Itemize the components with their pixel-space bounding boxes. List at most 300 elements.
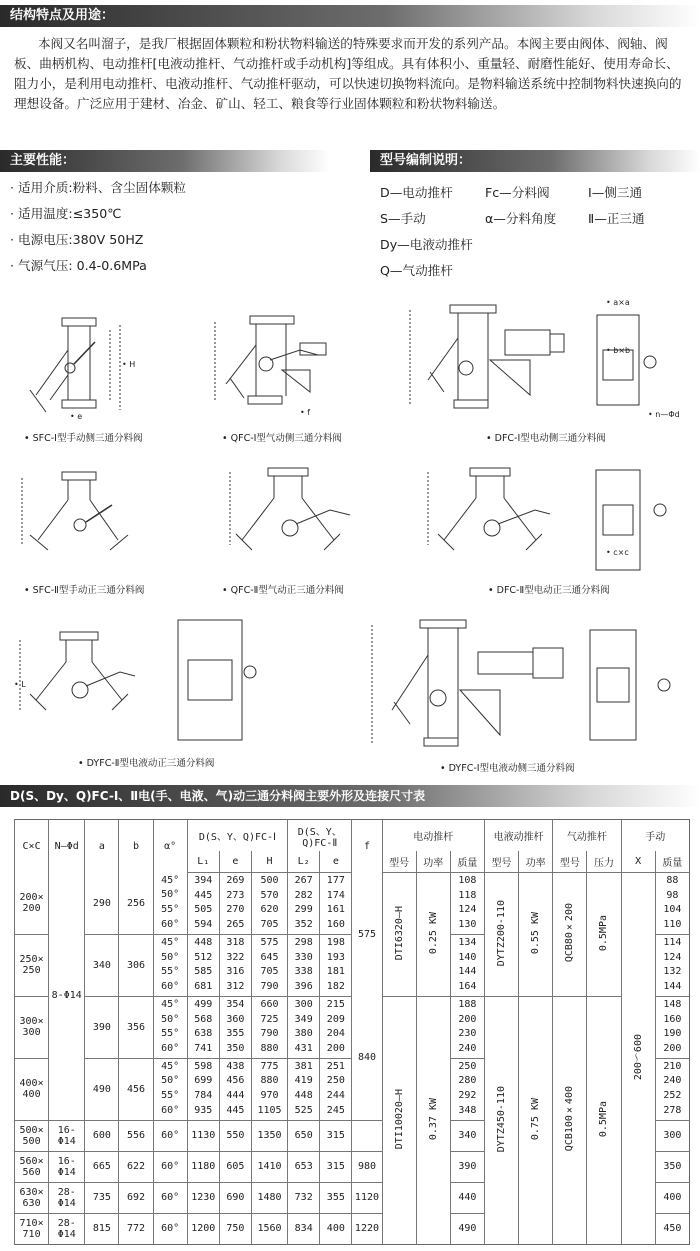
cell-a: 340	[85, 934, 119, 996]
cell-e2	[320, 996, 352, 1058]
cell-l1-value: 638	[194, 1028, 213, 1040]
cell-h-value: 790	[260, 1028, 279, 1040]
cell-e2-value: 193	[326, 951, 345, 963]
cell-h-value: 500	[260, 874, 279, 886]
cell-l1-value: 445	[194, 889, 213, 901]
cell-mass-value: 124	[458, 904, 477, 916]
cell-h-value: 705	[260, 919, 279, 930]
th-hydraulic: 电液动推杆	[484, 820, 552, 852]
cell-cxc: 300× 300	[15, 996, 49, 1058]
cell-mass2	[655, 872, 689, 934]
cell-h-value: 1105	[257, 1104, 282, 1116]
cell-b: 456	[119, 1058, 153, 1120]
cell-b: 306	[119, 934, 153, 996]
th-fc1: D(S、Y、Q)FC-Ⅰ	[187, 820, 287, 852]
th-power: 功率	[416, 851, 450, 872]
cell-hydraulic-model-text: DYTZ200-110	[496, 899, 508, 966]
cell-h	[251, 1058, 287, 1120]
cell-mass-value: 130	[458, 919, 477, 930]
cell-mass2-value: 190	[663, 1028, 682, 1040]
cell-l1-value: 568	[194, 1013, 213, 1025]
caption-qfc1: • QFC-Ⅰ型气动侧三通分料阀	[222, 430, 342, 444]
cell-cxc: 250× 250	[15, 934, 49, 996]
cell-l2-value: 338	[294, 966, 313, 978]
cell-alpha-value: 55°	[161, 1028, 180, 1040]
drawing-label-e: • e	[70, 412, 82, 421]
cell-e2-value: 209	[326, 1013, 345, 1025]
cell-b: 356	[119, 996, 153, 1058]
caption-qfc2: • QFC-Ⅱ型气动正三通分料阀	[222, 582, 344, 596]
cell-l2-value: 352	[294, 919, 313, 930]
cell-l1-value: 598	[194, 1060, 213, 1072]
cell-e2	[320, 872, 352, 934]
cell-alpha-value: 60°	[161, 918, 180, 930]
cell-pneumatic-model	[553, 872, 587, 996]
cell-l1-value: 512	[194, 951, 213, 963]
drawing-label-f: • f	[300, 408, 310, 417]
cell-l1-value: 585	[194, 966, 213, 978]
cell-l1-value: 394	[194, 874, 213, 886]
cell-mass-value: 118	[458, 889, 477, 901]
cell-l1-value: 448	[194, 936, 213, 948]
cell-nd: 28-Φ14	[49, 1213, 85, 1244]
th-mass2: 质量	[655, 851, 689, 872]
cell-mass: 340	[450, 1120, 484, 1151]
cell-l2	[288, 1058, 320, 1120]
cell-alpha-value: 50°	[161, 1075, 180, 1087]
cell-h-value: 725	[260, 1013, 279, 1025]
cell-mass2-value: 240	[663, 1075, 682, 1087]
cell-e2: 315	[320, 1151, 352, 1182]
model-section-title: 型号编制说明：	[370, 150, 700, 172]
drawing-label-h: • H	[122, 360, 135, 369]
cell-h	[251, 934, 287, 996]
cell-mass-value: 200	[458, 1013, 477, 1025]
cell-pneumatic-model-text: QCB100×400	[564, 1086, 576, 1152]
cell-l1-value: 499	[194, 998, 213, 1010]
cell-e: 550	[219, 1120, 251, 1151]
cell-alpha	[153, 1058, 187, 1120]
cell-e-value: 438	[226, 1060, 245, 1072]
cell-e	[219, 1058, 251, 1120]
cell-pneumatic-pressure-text: 0.5MPa	[598, 1100, 610, 1137]
th-model2: 型号	[484, 851, 518, 872]
structure-section-title: 结构特点及用途：	[0, 5, 700, 27]
cell-l1: 1130	[187, 1120, 219, 1151]
cell-electric-power	[416, 996, 450, 1244]
cell-mass2-value: 110	[663, 919, 682, 930]
cell-l2: 650	[288, 1120, 320, 1151]
cell-pneumatic-pressure-text: 0.5MPa	[598, 914, 610, 951]
cell-l1: 1180	[187, 1151, 219, 1182]
cell-mass2-value: 148	[663, 998, 682, 1010]
th-l1: L₁	[187, 851, 219, 872]
cell-alpha-value: 45°	[161, 998, 180, 1010]
cell-h: 1410	[251, 1151, 287, 1182]
sfc1-drawing	[30, 318, 120, 412]
cell-mass2-value: 132	[663, 966, 682, 978]
cell-h-value: 660	[260, 998, 279, 1010]
cell-e-value: 322	[226, 951, 245, 963]
th-pneumatic: 气动推杆	[553, 820, 621, 852]
cell-l2-value: 396	[294, 980, 313, 992]
performance-section-title: 主要性能：	[0, 150, 330, 172]
cell-h	[251, 996, 287, 1058]
cell-mass-value: 108	[458, 874, 477, 886]
code-two: Ⅱ—正三通	[588, 211, 645, 226]
cell-b: 256	[119, 872, 153, 934]
cell-mass2-value: 252	[663, 1090, 682, 1102]
cell-l1-value: 699	[194, 1075, 213, 1087]
cell-alpha-value: 50°	[161, 951, 180, 963]
cell-mass	[450, 934, 484, 996]
cell-hydraulic-power	[519, 996, 553, 1244]
cell-nd: 16-Φ14	[49, 1151, 85, 1182]
cell-l1-value: 681	[194, 980, 213, 992]
drawing-label-bxb: • b×b	[606, 346, 630, 355]
caption-dfc2: • DFC-Ⅱ型电动正三通分料阀	[488, 582, 610, 596]
cell-mass2-value: 200	[663, 1042, 682, 1054]
cell-h-value: 705	[260, 966, 279, 978]
cell-mass2	[655, 996, 689, 1058]
cell-l1-value: 594	[194, 919, 213, 930]
cell-a: 490	[85, 1058, 119, 1120]
cell-e-value: 316	[226, 966, 245, 978]
cell-pneumatic-model-text: QCB80×200	[564, 903, 576, 963]
cell-h: 1480	[251, 1182, 287, 1213]
cell-alpha: 60°	[153, 1213, 187, 1244]
table-section-title: D(S、Dy、Q)FC-Ⅰ、Ⅱ电(手、电液、气)动三通分料阀主要外形及连接尺寸表	[0, 785, 700, 807]
cell-nd: 16-Φ14	[49, 1120, 85, 1151]
cell-l2-value: 349	[294, 1013, 313, 1025]
cell-manual-x	[621, 872, 655, 1244]
cell-electric-power-text: 0.37 KW	[427, 1097, 439, 1140]
cell-alpha-value: 50°	[161, 1013, 180, 1025]
cell-mass2: 400	[655, 1182, 689, 1213]
cell-l2-value: 298	[294, 936, 313, 948]
cell-pneumatic-pressure	[587, 996, 621, 1244]
cell-mass: 390	[450, 1151, 484, 1182]
cell-e2-value: 215	[326, 998, 345, 1010]
cell-b: 556	[119, 1120, 153, 1151]
code-alpha: α—分料角度	[485, 211, 557, 226]
th-x: X	[621, 851, 655, 872]
th-a: a	[85, 820, 119, 873]
dfc1-drawing	[410, 305, 656, 408]
th-model: 型号	[382, 851, 416, 872]
cell-cxc: 500× 500	[15, 1120, 49, 1151]
spec-table	[14, 819, 690, 1245]
cell-e-value: 270	[226, 904, 245, 916]
cell-alpha	[153, 934, 187, 996]
cell-l2-value: 330	[294, 951, 313, 963]
cell-alpha-value: 45°	[161, 1060, 180, 1072]
cell-e-value: 273	[226, 889, 245, 901]
cell-h-value: 575	[260, 936, 279, 948]
cell-alpha: 60°	[153, 1151, 187, 1182]
cell-mass2-value: 278	[663, 1104, 682, 1116]
cell-pneumatic-pressure	[587, 872, 621, 996]
cell-l2-value: 300	[294, 998, 313, 1010]
cell-mass2-value: 88	[666, 874, 679, 886]
code-fc: Fc—分料阀	[485, 185, 550, 200]
drawing-label-axa: • a×a	[606, 298, 630, 307]
cell-e-value: 354	[226, 998, 245, 1010]
cell-a: 600	[85, 1120, 119, 1151]
cell-l2	[288, 996, 320, 1058]
cell-mass-value: 348	[458, 1104, 477, 1116]
cell-mass2-value: 210	[663, 1060, 682, 1072]
cell-mass	[450, 1058, 484, 1120]
cell-e	[219, 934, 251, 996]
cell-cxc: 630× 630	[15, 1182, 49, 1213]
th-mass: 质量	[450, 851, 484, 872]
cell-e-value: 265	[226, 919, 245, 930]
cell-mass2: 450	[655, 1213, 689, 1244]
cell-electric-power	[416, 872, 450, 996]
qfc1-drawing	[215, 316, 326, 404]
caption-dfc1: • DFC-Ⅰ型电动侧三通分料阀	[486, 430, 606, 444]
cell-electric-model-text: DTI10020—H	[393, 1088, 405, 1149]
cell-e	[219, 872, 251, 934]
cell-f: 575	[352, 872, 382, 996]
cell-f: 1220	[352, 1213, 382, 1244]
cell-electric-model-text: DTI6320—H	[393, 905, 405, 960]
cell-e2: 400	[320, 1213, 352, 1244]
cell-mass-value: 280	[458, 1075, 477, 1087]
cell-h-value: 880	[260, 1075, 279, 1087]
th-e2: e	[320, 851, 352, 872]
th-pressure: 压力	[587, 851, 621, 872]
cell-mass: 440	[450, 1182, 484, 1213]
th-e: e	[219, 851, 251, 872]
cell-alpha-value: 55°	[161, 904, 180, 916]
cell-e2: 355	[320, 1182, 352, 1213]
code-dy: Dy—电液动推杆	[380, 237, 473, 252]
cell-l1-value: 784	[194, 1090, 213, 1102]
cell-e2-value: 204	[326, 1028, 345, 1040]
cell-h-value: 790	[260, 980, 279, 992]
cell-e-value: 350	[226, 1042, 245, 1054]
performance-item: · 适用介质:粉料、含尘固体颗粒	[10, 175, 186, 201]
cell-e2	[320, 934, 352, 996]
cell-l2	[288, 934, 320, 996]
cell-l1-value: 505	[194, 904, 213, 916]
th-alpha: α°	[153, 820, 187, 873]
cell-e2-value: 181	[326, 966, 345, 978]
th-electric: 电动推杆	[382, 820, 484, 852]
th-cxc: C×C	[15, 820, 49, 873]
cell-b: 692	[119, 1182, 153, 1213]
cell-mass2-value: 98	[666, 889, 679, 901]
th-nd: N—Φd	[49, 820, 85, 873]
th-h: H	[251, 851, 287, 872]
cell-l2	[288, 872, 320, 934]
th-model3: 型号	[553, 851, 587, 872]
cell-e2	[320, 1058, 352, 1120]
performance-item: · 气源气压: 0.4-0.6MPa	[10, 253, 186, 279]
qfc2-drawing	[230, 468, 350, 550]
cell-l2-value: 267	[294, 874, 313, 886]
cell-e2-value: 177	[326, 874, 345, 886]
cell-l1: 1230	[187, 1182, 219, 1213]
cell-cxc: 560× 560	[15, 1151, 49, 1182]
cell-e2-value: 174	[326, 889, 345, 901]
cell-e-value: 445	[226, 1104, 245, 1116]
th-f: f	[352, 820, 382, 873]
cell-l1-value: 935	[194, 1104, 213, 1116]
cell-electric-power-text: 0.25 KW	[427, 911, 439, 954]
cell-f: 840	[352, 996, 382, 1120]
cell-e2-value: 245	[326, 1104, 345, 1116]
cell-b: 622	[119, 1151, 153, 1182]
cell-alpha-value: 45°	[161, 936, 180, 948]
cell-a: 665	[85, 1151, 119, 1182]
cell-nd: 28-Φ14	[49, 1182, 85, 1213]
cell-h-value: 880	[260, 1042, 279, 1054]
drawing-label-nd: • n—Φd	[648, 410, 680, 419]
cell-l2: 732	[288, 1182, 320, 1213]
cell-e-value: 444	[226, 1090, 245, 1102]
th-l2: L₂	[288, 851, 320, 872]
code-d: D—电动推杆	[380, 185, 453, 200]
cell-mass2-value: 160	[663, 1013, 682, 1025]
cell-alpha-value: 45°	[161, 874, 180, 886]
cell-manual-x-text: 200～600	[632, 1033, 644, 1080]
cell-l1	[187, 996, 219, 1058]
cell-mass2-value: 104	[663, 904, 682, 916]
cell-alpha: 60°	[153, 1120, 187, 1151]
cell-hydraulic-model	[484, 872, 518, 996]
cell-e-value: 360	[226, 1013, 245, 1025]
th-power2: 功率	[519, 851, 553, 872]
cell-mass2	[655, 934, 689, 996]
cell-mass2-value: 124	[663, 951, 682, 963]
cell-e-value: 312	[226, 980, 245, 992]
cell-mass	[450, 996, 484, 1058]
cell-l2-value: 431	[294, 1042, 313, 1054]
cell-e-value: 355	[226, 1028, 245, 1040]
cell-hydraulic-model	[484, 996, 518, 1244]
table-row	[15, 872, 690, 934]
cell-electric-model	[382, 872, 416, 996]
cell-mass	[450, 872, 484, 934]
table-row	[15, 996, 690, 1058]
dyfc2-drawing	[20, 620, 256, 740]
cell-mass2: 300	[655, 1120, 689, 1151]
cell-mass-value: 188	[458, 998, 477, 1010]
drawing-label-cxc: • c×c	[606, 548, 629, 557]
caption-sfc2: • SFC-Ⅱ型手动正三通分料阀	[24, 582, 144, 596]
cell-e-value: 318	[226, 936, 245, 948]
cell-h-value: 970	[260, 1090, 279, 1102]
cell-e-value: 269	[226, 874, 245, 886]
cell-mass-value: 250	[458, 1060, 477, 1072]
th-b: b	[119, 820, 153, 873]
cell-e2-value: 250	[326, 1075, 345, 1087]
description-paragraph: 本阀又名叫溜子，是我厂根据固体颗粒和粉状物料输送的特殊要求而开发的系列产品。本阀主要由阀体、阀轴、阀板、曲柄机构、电动推杆[电液动推杆、气动推杆或手动机构]等组成。具有体积小、重量轻、耐磨性能好、使用寿命长、阻力小，是利用电动推杆、电液动推杆、气动推杆驱动，可以快速切换物料流向。是物料输送系统中控制物料快速换向的理想设备。广泛应用于建材、冶金、矿山、轻工、粮食等行业固体颗粒和粉状物料输送。	[14, 36, 682, 111]
cell-alpha-value: 55°	[161, 966, 180, 978]
cell-h-value: 570	[260, 889, 279, 901]
cell-l2: 834	[288, 1213, 320, 1244]
cell-e: 605	[219, 1151, 251, 1182]
th-manual: 手动	[621, 820, 689, 852]
cell-h-value: 645	[260, 951, 279, 963]
cell-e: 690	[219, 1182, 251, 1213]
cell-l1-value: 741	[194, 1042, 213, 1054]
cell-cxc: 200× 200	[15, 872, 49, 934]
cell-f: 1120	[352, 1182, 382, 1213]
cell-mass-value: 292	[458, 1090, 477, 1102]
cell-h: 1350	[251, 1120, 287, 1151]
code-q: Q—气动推杆	[380, 263, 453, 278]
cell-e	[219, 996, 251, 1058]
caption-dyfc2: • DYFC-Ⅱ型电液动正三通分料阀	[78, 755, 214, 769]
cell-e2-value: 251	[326, 1060, 345, 1072]
cell-e2-value: 182	[326, 980, 345, 992]
cell-l2: 653	[288, 1151, 320, 1182]
cell-mass-value: 230	[458, 1028, 477, 1040]
cell-mass2-value: 114	[663, 936, 682, 948]
cell-l2-value: 380	[294, 1028, 313, 1040]
cell-mass-value: 240	[458, 1042, 477, 1054]
cell-f: 980	[352, 1151, 382, 1182]
cell-mass-value: 134	[458, 936, 477, 948]
cell-mass2: 350	[655, 1151, 689, 1182]
cell-e2: 315	[320, 1120, 352, 1151]
cell-hydraulic-power-text: 0.55 KW	[530, 911, 542, 954]
cell-l2-value: 525	[294, 1104, 313, 1116]
cell-alpha	[153, 872, 187, 934]
cell-l2-value: 448	[294, 1090, 313, 1102]
cell-l1	[187, 1058, 219, 1120]
cell-alpha-value: 60°	[161, 1104, 180, 1116]
cell-mass2	[655, 1058, 689, 1120]
cell-mass-value: 140	[458, 951, 477, 963]
cell-e2-value: 161	[326, 904, 345, 916]
cell-a: 290	[85, 872, 119, 934]
cell-h	[251, 872, 287, 934]
cell-cxc: 400× 400	[15, 1058, 49, 1120]
cell-nd: 8-Φ14	[49, 872, 85, 1120]
drawing-label-l: • L	[14, 680, 26, 689]
cell-mass2-value: 144	[663, 980, 682, 992]
cell-alpha-value: 50°	[161, 889, 180, 901]
code-one: Ⅰ—侧三通	[588, 185, 643, 200]
cell-alpha-value: 60°	[161, 980, 180, 992]
performance-item: · 适用温度:≤350℃	[10, 201, 186, 227]
dfc2-drawing	[428, 468, 666, 570]
cell-l2-value: 381	[294, 1060, 313, 1072]
cell-e2-value: 198	[326, 936, 345, 948]
cell-l2-value: 419	[294, 1075, 313, 1087]
cell-alpha: 60°	[153, 1182, 187, 1213]
cell-e2-value: 200	[326, 1042, 345, 1054]
cell-hydraulic-power	[519, 872, 553, 996]
cell-alpha-value: 60°	[161, 1042, 180, 1054]
cell-alpha	[153, 996, 187, 1058]
cell-e2-value: 160	[326, 919, 345, 930]
cell-e2-value: 244	[326, 1090, 345, 1102]
cell-hydraulic-model-text: DYTZ450-110	[496, 1085, 508, 1152]
cell-l1	[187, 934, 219, 996]
spec-table-body	[15, 872, 690, 1244]
code-s: S—手动	[380, 211, 426, 226]
cell-h-value: 620	[260, 904, 279, 916]
cell-e-value: 456	[226, 1075, 245, 1087]
cell-cxc: 710× 710	[15, 1213, 49, 1244]
cell-l1: 1200	[187, 1213, 219, 1244]
